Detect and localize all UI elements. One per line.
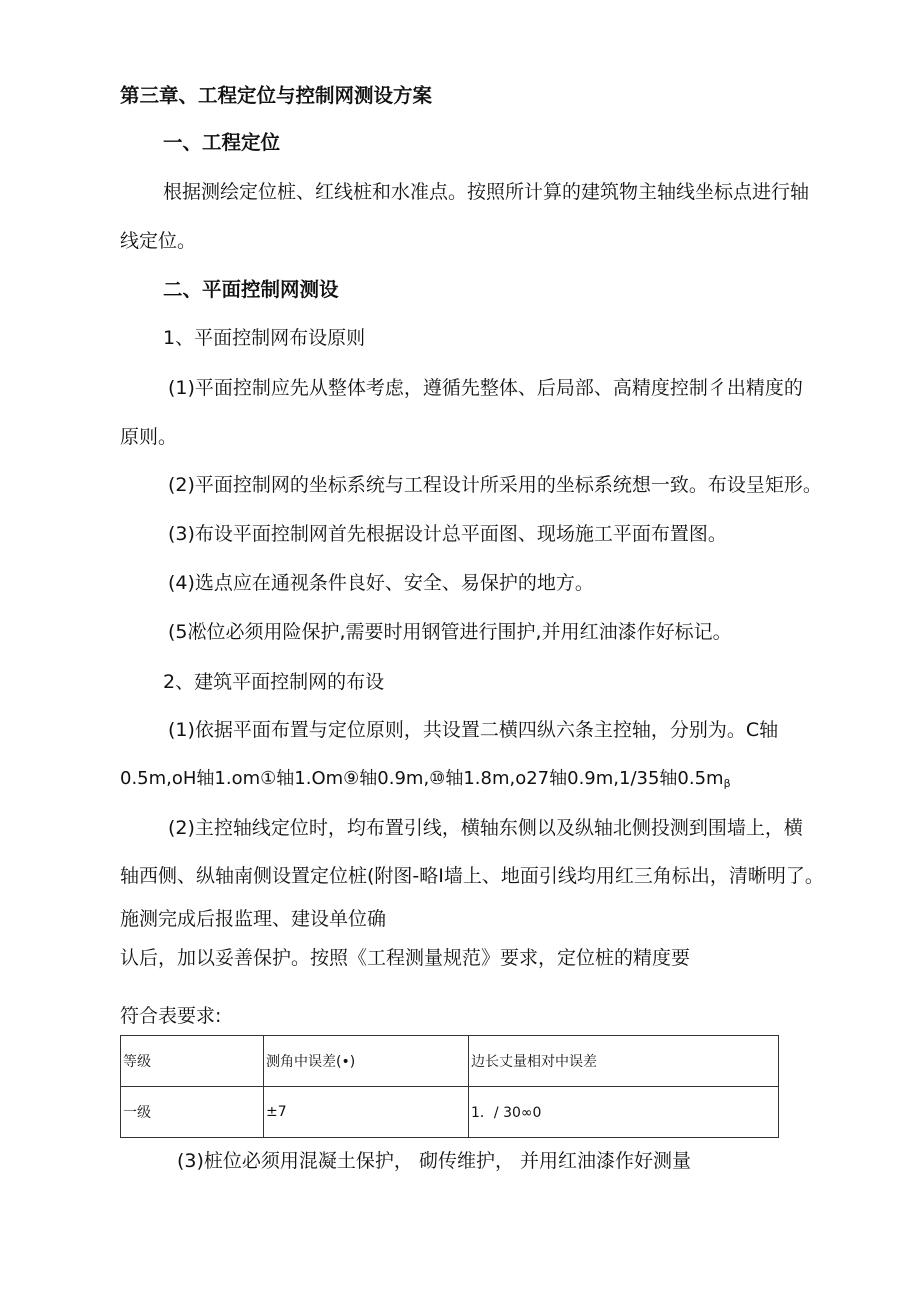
layout-item-2-line-2: 轴西侧、纵轴南侧设置定位桩(附图-略I墙上、地面引线均用红三角标出，清晰明了。 [120, 865, 824, 887]
section-2-heading: 二、平面控制网测设 [163, 278, 339, 301]
axis-offset-text: 0.5m,oH轴1.om①轴1.Om⑨轴0.9m,⑩轴1.8m,o27轴0.9m,1/35轴0.5m [120, 768, 724, 789]
table-cell: ±7 [264, 1087, 469, 1138]
principle-item-3: (3)布设平面控制网首先根据设计总平面图、现场施工平面布置图。 [168, 523, 727, 545]
table-header-row [121, 1036, 779, 1087]
layout-item-1-line-1: (1)依据平面布置与定位原则，共设置二横四纵六条主控轴，分别为。C轴 [168, 719, 779, 741]
axis-offset-subscript: β [723, 777, 731, 790]
layout-item-2-line-1: (2)主控轴线定位时，均布置引线，横轴东侧以及纵轴北侧投测到围墙上，横 [168, 817, 803, 839]
subsection-1-title: 1、平面控制网布设原则 [163, 327, 366, 349]
table-header-cell: 等级 [121, 1036, 264, 1087]
table-header-cell: 边长丈量相对中误差 [469, 1036, 779, 1087]
section-1-heading: 一、工程定位 [163, 131, 281, 154]
principle-item-4: (4)选点应在通视条件良好、安全、易保护的地方。 [168, 572, 594, 594]
subsection-2-title: 2、建筑平面控制网的布设 [163, 671, 385, 693]
principle-item-1-line-1: (1)平面控制应先从整体考虑，遵循先整体、后局部、高精度控制彳出精度的 [168, 377, 803, 399]
principle-item-1-line-2: 原则。 [120, 426, 178, 448]
layout-item-2-line-5: 符合表要求: [120, 1005, 222, 1027]
layout-item-1-line-2 [120, 767, 731, 796]
layout-item-2-line-3: 施测完成后报监理、建设单位确 [120, 908, 387, 930]
layout-item-2-line-4: 认后，加以妥善保护。按照《工程测量规范》要求，定位桩的精度要 [120, 947, 691, 969]
accuracy-requirements-table [120, 1035, 779, 1138]
section-1-paragraph-line-2: 线定位。 [120, 230, 197, 252]
section-1-paragraph-line-1: 根据测绘定位桩、红线桩和水准点。按照所计算的建筑物主轴线坐标点进行轴 [163, 181, 810, 203]
table-row [121, 1087, 779, 1138]
table-cell: 一级 [121, 1087, 264, 1138]
table-cell: 1．/ 30∞0 [469, 1087, 779, 1138]
table-header-cell: 测角中误差(•) [264, 1036, 469, 1087]
layout-item-3: (3)桩位必须用混凝土保护， 砌传维护， 并用红油漆作好测量 [177, 1150, 691, 1172]
principle-item-2: (2)平面控制网的坐标系统与工程设计所采用的坐标系统想一致。布设呈矩形。 [168, 474, 822, 496]
principle-item-5: (5凇位必须用险保护,需要时用钢管进行围护,并用红油漆作好标记。 [168, 621, 732, 643]
chapter-title: 第三章、工程定位与控制网测设方案 [120, 84, 433, 107]
